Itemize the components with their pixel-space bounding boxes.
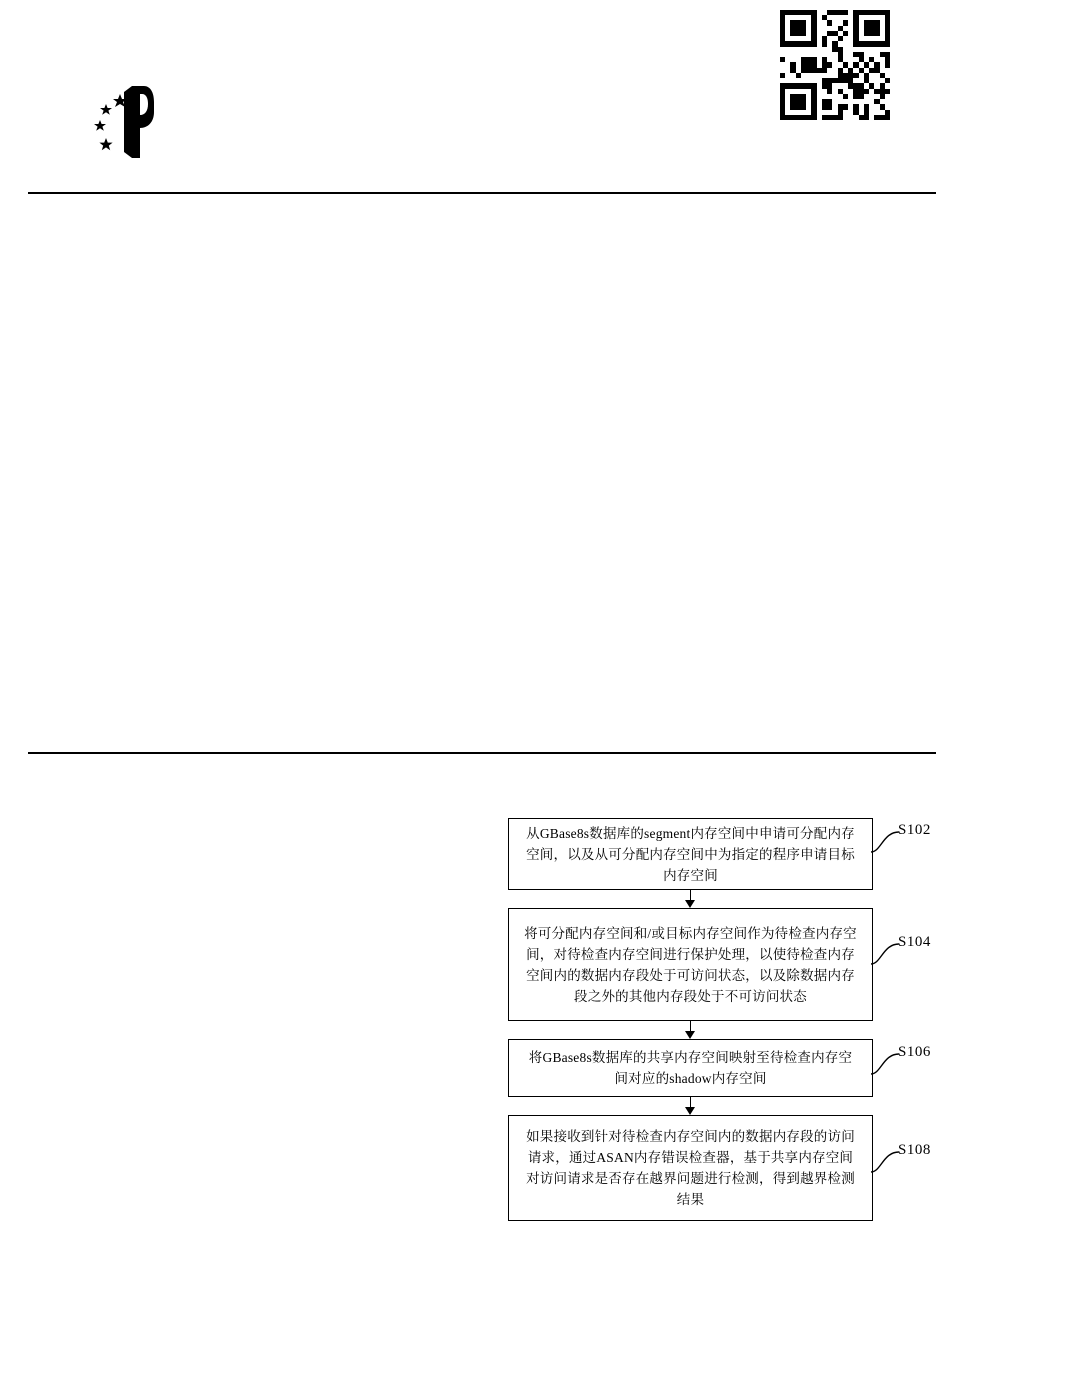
- flow-step-s106-text: 将GBase8s数据库的共享内存空间映射至待检查内存空间对应的shadow内存空间: [528, 1050, 853, 1086]
- flow-label-s108: S108: [898, 1142, 931, 1158]
- flow-step-s104-text: 将可分配内存空间和/或目标内存空间作为待检查内存空间，对待检查内存空间进行保护处理，以使待检查内存空间内的数据内存段处于可访问状态，以及除数据内存段之外的其他内存段处于不可访问状态: [524, 925, 857, 1004]
- flow-step-s104: [508, 908, 873, 1021]
- arrow-s104: [685, 900, 695, 908]
- flow-step-s102: [508, 818, 873, 890]
- patent-office-logo: [80, 82, 190, 162]
- flow-step-s102-text: 从GBase8s数据库的segment内存空间中申请可分配内存空间，以及从可分配内存空间中为指定的程序申请目标内存空间: [526, 825, 855, 883]
- arrow-s106: [685, 1031, 695, 1039]
- header-divider-bottom: [28, 752, 936, 754]
- flow-label-s102: S102: [898, 822, 931, 838]
- flow-label-s106: S106: [898, 1044, 931, 1060]
- arrow-s108: [685, 1107, 695, 1115]
- header-divider-top: [28, 192, 936, 194]
- flow-label-s104: S104: [898, 934, 931, 950]
- flow-step-s106: [508, 1039, 873, 1097]
- qr-code: [780, 10, 890, 120]
- flow-step-s108-text: 如果接收到针对待检查内存空间内的数据内存段的访问请求，通过ASAN内存错误检查器，基于共享内存空间对访问请求是否存在越界问题进行检测，得到越界检测结果: [526, 1129, 855, 1207]
- flow-step-s108: [508, 1115, 873, 1221]
- document-header: [0, 0, 1077, 190]
